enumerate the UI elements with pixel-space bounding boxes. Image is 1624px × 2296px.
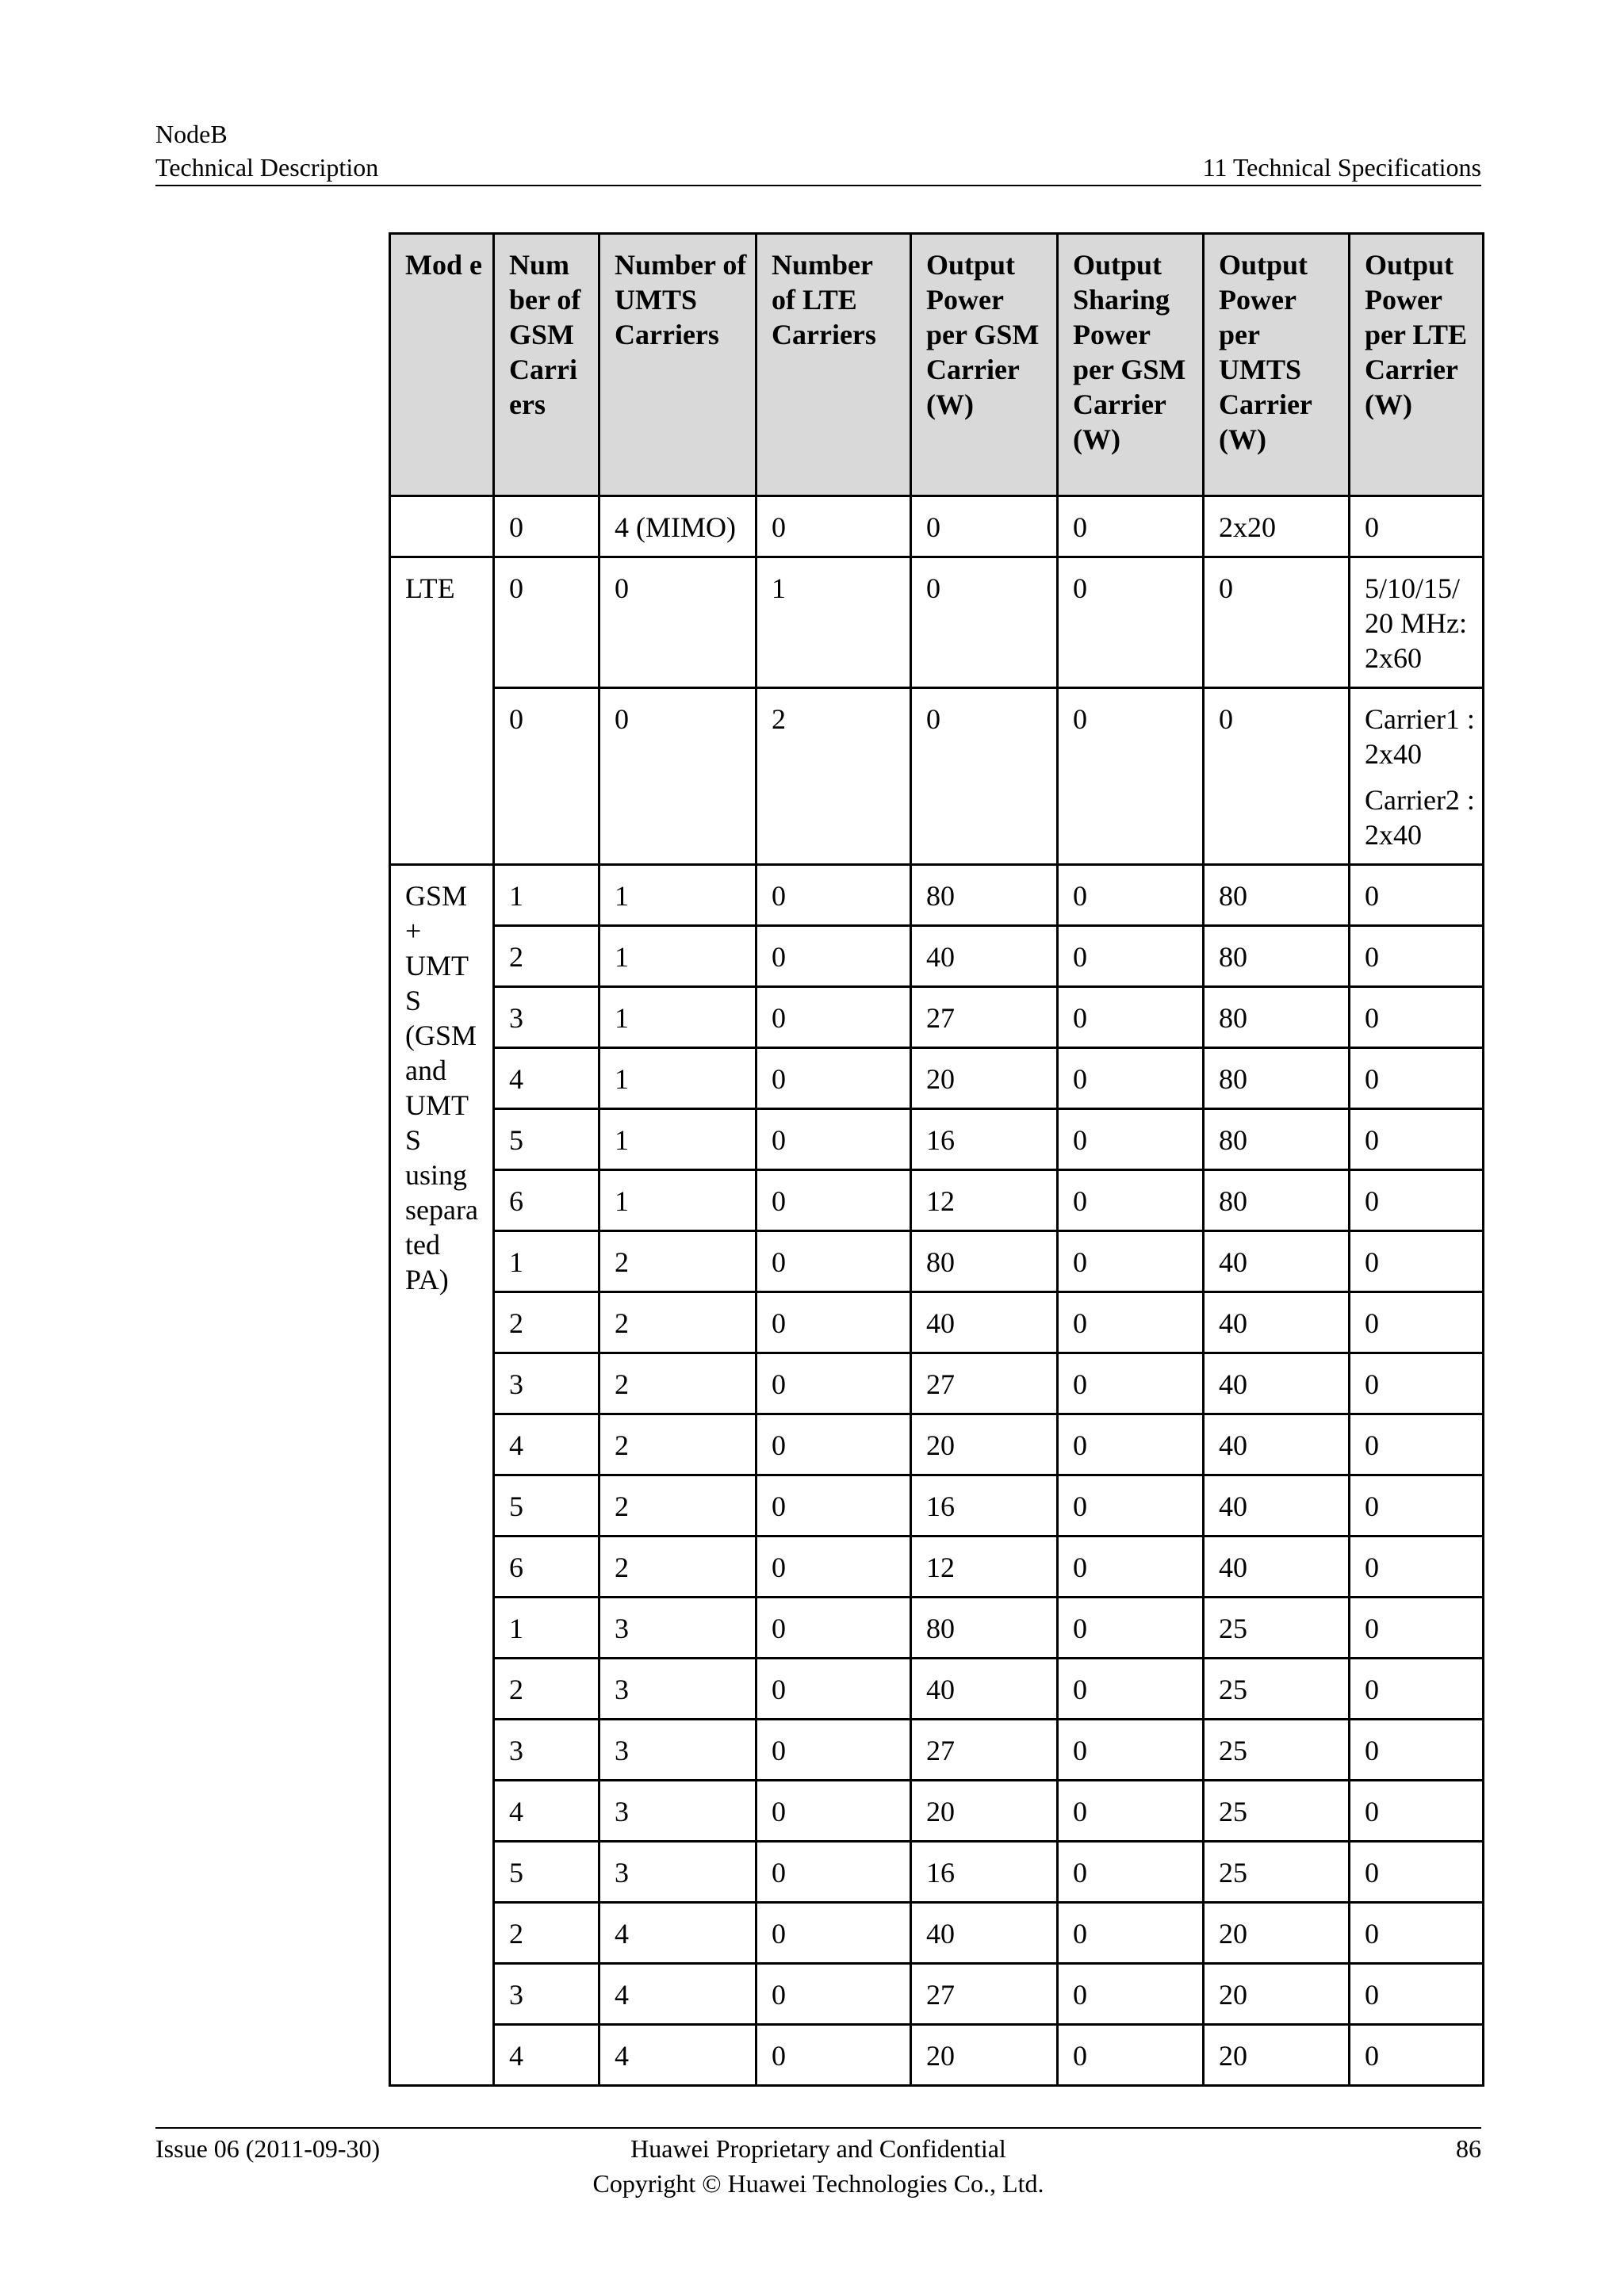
table-cell: 0	[1058, 1659, 1204, 1720]
table-cell: 3	[494, 1964, 599, 2025]
table-row	[390, 2025, 1484, 2086]
table-cell: 40	[911, 1659, 1058, 1720]
table-cell: 2	[599, 1414, 756, 1475]
table-cell: 0	[756, 1170, 911, 1231]
table-cell: 2	[599, 1292, 756, 1353]
header-section: 11 Technical Specifications	[1202, 153, 1481, 182]
header-rule	[155, 185, 1481, 186]
table-cell-multiline	[1350, 688, 1484, 865]
table-row	[390, 1170, 1484, 1231]
table-cell: 0	[1350, 496, 1484, 557]
table-cell: 20	[911, 2025, 1058, 2086]
footer-proprietary: Huawei Proprietary and Confidential	[630, 2134, 1006, 2163]
table-cell: 20	[1204, 1903, 1350, 1964]
table-cell: 0	[1058, 1964, 1204, 2025]
table-cell: 4	[599, 1903, 756, 1964]
mode-cell-gsm-umts: GSM + UMT S (GSM and UMT S using separa ted PA)	[390, 865, 494, 2086]
table-cell: 0	[756, 926, 911, 987]
table-cell: 0	[911, 496, 1058, 557]
table-cell: 12	[911, 1536, 1058, 1598]
table-cell: 2	[599, 1231, 756, 1292]
table-row	[390, 688, 1484, 865]
table-cell: 40	[911, 1903, 1058, 1964]
table-cell: 0	[1350, 2025, 1484, 2086]
table-cell: 0	[1350, 1048, 1484, 1109]
table-cell: 20	[911, 1048, 1058, 1109]
column-header: Output Sharing Power per GSM Carrier (W)	[1058, 234, 1204, 496]
table-cell: 25	[1204, 1781, 1350, 1842]
table-cell: 1	[599, 865, 756, 926]
table-row	[390, 1964, 1484, 2025]
table-cell: 0	[1350, 1659, 1484, 1720]
footer-issue: Issue 06 (2011-09-30)	[155, 2134, 381, 2163]
table-cell: 0	[1058, 1048, 1204, 1109]
table-cell: 1	[599, 926, 756, 987]
table-cell: 40	[1204, 1292, 1350, 1353]
table-cell: 0	[1350, 1536, 1484, 1598]
table-cell: 2	[599, 1536, 756, 1598]
table-cell: 4	[494, 2025, 599, 2086]
table-cell: 0	[1350, 1781, 1484, 1842]
table-cell: 4	[494, 1781, 599, 1842]
table-row	[390, 1414, 1484, 1475]
footer-rule	[155, 2127, 1481, 2129]
table-cell: 4	[599, 1964, 756, 2025]
table-cell: 4	[494, 1048, 599, 1109]
table-row	[390, 1781, 1484, 1842]
table-cell: 0	[1058, 1720, 1204, 1781]
table-cell: 20	[911, 1414, 1058, 1475]
table-cell: 2	[599, 1475, 756, 1536]
table-cell: 0	[1058, 1109, 1204, 1170]
table-cell: 40	[1204, 1536, 1350, 1598]
table-cell: 1	[599, 1170, 756, 1231]
table-cell: 20	[1204, 2025, 1350, 2086]
table-row	[390, 1659, 1484, 1720]
table-cell: 0	[1058, 557, 1204, 688]
table-cell: 0	[1058, 926, 1204, 987]
table-cell: 3	[599, 1659, 756, 1720]
table-cell: 0	[1350, 1109, 1484, 1170]
table-cell: 0	[1350, 1903, 1484, 1964]
lte-carrier1-line: Carrier1 : 2x40	[1365, 703, 1475, 770]
table-cell: 0	[911, 688, 1058, 865]
table-cell: 0	[1350, 865, 1484, 926]
column-header: Output Power per GSM Carrier (W)	[911, 234, 1058, 496]
table-cell: 0	[756, 1414, 911, 1475]
table-cell: 80	[1204, 1048, 1350, 1109]
page-footer	[155, 2131, 1481, 2201]
table-cell: 4	[599, 2025, 756, 2086]
table-cell: 0	[1058, 1536, 1204, 1598]
table-cell: 0	[1058, 1170, 1204, 1231]
table-cell: 1	[494, 1231, 599, 1292]
table-cell: 40	[1204, 1475, 1350, 1536]
table-cell: 0	[1204, 688, 1350, 865]
column-header: Number of LTE Carriers	[756, 234, 911, 496]
table-cell: 80	[911, 865, 1058, 926]
table-cell: 0	[756, 1231, 911, 1292]
table-cell: 2	[494, 1659, 599, 1720]
table-cell: 80	[911, 1231, 1058, 1292]
table-cell: 12	[911, 1170, 1058, 1231]
table-cell: 3	[599, 1781, 756, 1842]
column-header: Mod e	[390, 234, 494, 496]
table-row	[390, 1598, 1484, 1659]
table-cell: 2	[599, 1353, 756, 1414]
table-cell: 4 (MIMO)	[599, 496, 756, 557]
table-cell: 0	[756, 1659, 911, 1720]
table-row	[390, 1109, 1484, 1170]
table-row	[390, 1475, 1484, 1536]
table-cell: 0	[1058, 1292, 1204, 1353]
table-cell: 3	[599, 1842, 756, 1903]
mode-cell-lte: LTE	[390, 557, 494, 865]
table-cell: 0	[1058, 1598, 1204, 1659]
table-cell: 5	[494, 1475, 599, 1536]
table-cell: 0	[1350, 1414, 1484, 1475]
column-header: Output Power per UMTS Carrier (W)	[1204, 234, 1350, 496]
table-cell: 16	[911, 1475, 1058, 1536]
table-cell: 0	[1058, 1475, 1204, 1536]
table-row	[390, 1903, 1484, 1964]
table-cell: 1	[599, 1109, 756, 1170]
table-cell: 1	[599, 1048, 756, 1109]
column-header: Number of UMTS Carriers	[599, 234, 756, 496]
table-cell: 80	[1204, 987, 1350, 1048]
table-cell: 1	[756, 557, 911, 688]
table-row	[390, 1842, 1484, 1903]
footer-copyright: Copyright © Huawei Technologies Co., Ltd.	[592, 2169, 1044, 2198]
table-cell: 3	[599, 1720, 756, 1781]
table-cell: 0	[756, 1475, 911, 1536]
table-cell: 2	[494, 926, 599, 987]
table-cell	[390, 496, 494, 557]
table-row	[390, 1720, 1484, 1781]
table-cell: 0	[1058, 2025, 1204, 2086]
table-cell: 0	[1350, 1475, 1484, 1536]
table-cell: 0	[756, 1598, 911, 1659]
table-row	[390, 865, 1484, 926]
header-product: NodeB	[155, 120, 228, 148]
table-cell: 0	[1058, 1353, 1204, 1414]
table-cell: 0	[1350, 1598, 1484, 1659]
table-cell: 0	[1058, 987, 1204, 1048]
table-cell: 0	[1058, 1781, 1204, 1842]
table-cell: 27	[911, 1720, 1058, 1781]
table-cell: 0	[1350, 1353, 1484, 1414]
table-cell: 1	[494, 1598, 599, 1659]
table-cell: 25	[1204, 1659, 1350, 1720]
table-row	[390, 987, 1484, 1048]
table-cell: 6	[494, 1170, 599, 1231]
table-row	[390, 496, 1484, 557]
table-cell: 3	[494, 1720, 599, 1781]
table-cell: 25	[1204, 1842, 1350, 1903]
table-cell: 0	[1350, 926, 1484, 987]
table-cell: 20	[1204, 1964, 1350, 2025]
table-cell: 0	[1058, 496, 1204, 557]
table-cell: 2	[756, 688, 911, 865]
table-cell: 0	[756, 1353, 911, 1414]
table-cell: 40	[911, 926, 1058, 987]
table-cell: 25	[1204, 1598, 1350, 1659]
table-cell: 0	[599, 688, 756, 865]
table-cell: 25	[1204, 1720, 1350, 1781]
table-row	[390, 557, 1484, 688]
table-cell: 0	[756, 1536, 911, 1598]
table-cell: 16	[911, 1109, 1058, 1170]
table-cell: 27	[911, 1964, 1058, 2025]
table-cell: 16	[911, 1842, 1058, 1903]
table-row	[390, 1536, 1484, 1598]
table-cell: 0	[911, 557, 1058, 688]
table-cell: 0	[494, 688, 599, 865]
table-row	[390, 1292, 1484, 1353]
table-cell: 1	[599, 987, 756, 1048]
table-cell: 2x20	[1204, 496, 1350, 557]
table-cell: 0	[1058, 1231, 1204, 1292]
table-cell: 80	[911, 1598, 1058, 1659]
table-cell: 27	[911, 1353, 1058, 1414]
table-cell: 0	[1350, 1231, 1484, 1292]
table-cell: 0	[756, 1964, 911, 2025]
footer-page-number: 86	[1456, 2134, 1481, 2163]
table-cell: 80	[1204, 865, 1350, 926]
spec-table	[389, 232, 1484, 2087]
table-cell: 80	[1204, 926, 1350, 987]
table-cell: 0	[1350, 1842, 1484, 1903]
column-header: Output Power per LTE Carrier (W)	[1350, 234, 1484, 496]
table-cell: 0	[756, 1903, 911, 1964]
table-cell: 0	[1058, 1414, 1204, 1475]
header-doc-title: Technical Description	[155, 153, 379, 182]
table-row	[390, 926, 1484, 987]
table-cell: 0	[756, 496, 911, 557]
table-cell: 6	[494, 1536, 599, 1598]
table-cell: 0	[599, 557, 756, 688]
table-cell: 0	[756, 1842, 911, 1903]
table-row	[390, 1048, 1484, 1109]
table-cell: 0	[1058, 1903, 1204, 1964]
table-cell: 0	[1350, 1964, 1484, 2025]
page-header	[155, 117, 1481, 184]
table-cell: 0	[494, 496, 599, 557]
table-cell: 0	[756, 1048, 911, 1109]
table-cell: 27	[911, 987, 1058, 1048]
table-cell: 2	[494, 1903, 599, 1964]
table-cell: 0	[1058, 1842, 1204, 1903]
table-header-row	[390, 234, 1484, 496]
table-cell: 0	[1350, 1170, 1484, 1231]
table-cell: 40	[911, 1292, 1058, 1353]
table-cell: 40	[1204, 1231, 1350, 1292]
table-cell: 0	[756, 1720, 911, 1781]
table-cell: 1	[494, 865, 599, 926]
table-row	[390, 1353, 1484, 1414]
table-cell: 3	[494, 987, 599, 1048]
table-cell: 0	[756, 1781, 911, 1842]
table-cell: 0	[756, 1109, 911, 1170]
table-cell: 0	[1204, 557, 1350, 688]
table-cell: 0	[1058, 865, 1204, 926]
table-cell: 5	[494, 1109, 599, 1170]
table-row	[390, 1231, 1484, 1292]
table-cell: 3	[599, 1598, 756, 1659]
table-cell: 80	[1204, 1170, 1350, 1231]
table-cell: 4	[494, 1414, 599, 1475]
table-cell: 20	[911, 1781, 1058, 1842]
table-cell: 3	[494, 1353, 599, 1414]
table-cell: 40	[1204, 1414, 1350, 1475]
table-cell: 0	[756, 2025, 911, 2086]
table-cell: 80	[1204, 1109, 1350, 1170]
table-cell: 0	[1350, 1292, 1484, 1353]
table-cell: 0	[756, 1292, 911, 1353]
table-cell: 0	[756, 987, 911, 1048]
table-cell: 2	[494, 1292, 599, 1353]
column-header: Num ber of GSM Carri ers	[494, 234, 599, 496]
table-cell: 0	[756, 865, 911, 926]
table-cell: 0	[1350, 1720, 1484, 1781]
table-cell: 40	[1204, 1353, 1350, 1414]
table-cell: 0	[494, 557, 599, 688]
table-cell: 5	[494, 1842, 599, 1903]
table-cell: 0	[1350, 987, 1484, 1048]
table-cell: 5/10/15/ 20 MHz: 2x60	[1350, 557, 1484, 688]
table-cell: 0	[1058, 688, 1204, 865]
lte-carrier2-line: Carrier2 : 2x40	[1365, 784, 1475, 851]
